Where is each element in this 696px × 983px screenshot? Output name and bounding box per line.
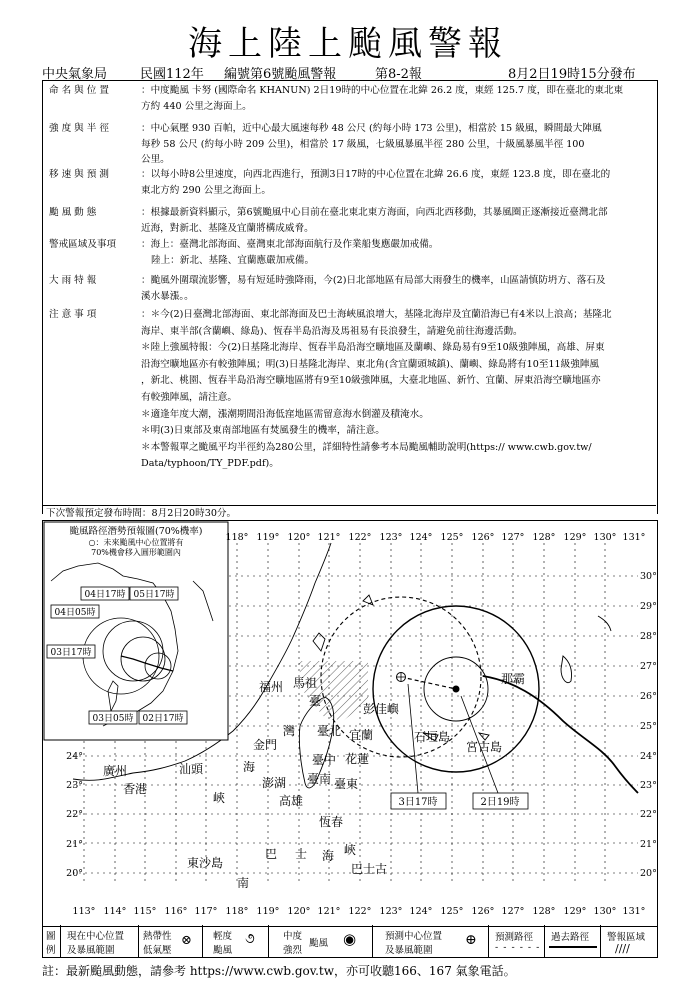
lon-label: 123° [379,532,403,543]
place-label: 臺中 [311,753,337,767]
lon-label: 125° [440,532,464,543]
place-label: 廣州 [102,764,128,778]
legend-title-cell: 圖 例 [43,925,61,957]
lon-label: 128° [532,906,556,917]
lon-label: 127° [501,906,525,917]
lat-label: 28° [640,631,657,642]
warning-area-hatch-icon: //// [615,942,630,955]
past-track [483,676,638,793]
row-label: 強度與半徑 [49,123,112,134]
lat-label: 26° [640,691,657,702]
lon-label: 120° [287,906,311,917]
row-label: 注意事項 [49,309,100,320]
place-label: 峽 [212,791,226,805]
tropical-depression-icon: ⊗ [181,933,192,948]
lat-label: 24° [640,751,657,762]
place-label: 灣 [282,724,296,738]
place-label: 巴士古 [350,862,388,876]
lon-label: 130° [593,532,617,543]
top-lon-labels [226,532,646,543]
place-label: 那霸 [500,672,526,686]
footer-note: 註：最新颱風動態，請參考 https://www.cwb.gov.tw，亦可收聽166、167 氣象電話。 [42,964,516,978]
warning-number: 編號第6號颱風警報 [224,67,337,82]
inset-note-1: ○：未來颱風中心位置將有 [88,538,184,547]
lat-label: 23° [66,780,83,791]
lat-label: 23° [640,780,657,791]
lon-label: 129° [563,532,587,543]
legend-past-track: 過去路徑 [545,925,601,957]
lon-label: 121° [317,906,341,917]
row-label: 警戒區域及事項 [49,239,117,250]
lon-label: 113° [72,906,96,917]
lon-label: 125° [440,906,464,917]
lon-label: 119° [256,906,280,917]
lat-label: 29° [640,601,657,612]
lon-label: 129° [563,906,587,917]
lat-label: 30° [640,571,657,582]
row-value: ：中心氣壓 930 百帕，近中心最大風速每秒 48 公尺 (約每小時 173 公里)，相當於 15 級風，瞬間最大陣風 每秒 58 公尺 (約每小時 209 公里)，相當於 17 級風，七級風暴風半徑 280 公里，十級風暴風半徑 100 公里。 [141,123,602,165]
lon-label: 124° [409,532,433,543]
place-label: 汕頭 [178,762,204,776]
lon-label: 116° [164,906,188,917]
inset-note-2: 70%機會移入圓形範圍內 [91,548,181,557]
lat-label: 20° [640,868,657,879]
lat-label: 27° [640,661,657,672]
legend-mild-typhoon: 輕度 颱風 ૭ [203,925,269,957]
place-label: 臺南 [306,772,332,786]
inset-label: 03日05時 [92,714,134,724]
lat-label: 24° [66,751,83,762]
legend-strong-typhoon: 中度 強烈 颱風 ◉ [269,925,373,957]
lat-label: 22° [640,809,657,820]
lon-label: 122° [348,906,372,917]
forecast-track-line-icon: - - - - - - [495,942,541,953]
lon-label: 131° [622,906,646,917]
row-label: 颱風動態 [49,207,100,218]
lon-label: 121° [317,532,341,543]
past-track-line-icon [549,946,597,948]
place-label: 金門 [252,738,278,752]
place-label: 臺東 [333,777,359,791]
place-label: 澎湖 [261,776,287,790]
inset-label: 04日17時 [84,590,126,600]
place-label: 恆春 [318,815,344,829]
row-value: ：＊今(2)日臺灣北部海面、東北部海面及巴士海峽風浪增大，基隆北海岸及宜蘭沿海已有4米以上浪高；基隆北 海岸、東半部(含蘭嶼、綠島)、恆春半島沿海及馬祖易有長浪發生，請避免前往海邊活動。 ＊陸上強風特報：今(2)日基隆北海岸、恆春半島沿海空曠地區及蘭嶼、綠島易有9至10級強陣風，高雄、屏東 沿海空曠地區亦有較強陣風；明(3)日基隆北海岸、東北角(含宜蘭頭城鎮)、蘭嶼、綠島將有10至11級強陣風 ，新北、桃園、恆春半島沿海空曠地區將有9至10級強陣風，大臺北地區、新竹、宜蘭、屏東沿海空曠地區亦 有較強陣風，請注意。 ＊適逢年度大潮，漲潮期間沿海低窪地區需留意海水倒灌及積淹水。 ＊明(3)日東部及東南部地區有焚風發生的機率，請注意。 ＊本警報單之颱風平均半徑約為280公里，詳細特性請參考本局颱風輔助說明(https:// www.cwb.gov.tw/ Data/typhoon/TY_PDF.pdf)。 [141,309,612,470]
lon-label: 119° [256,532,280,543]
place-label: 高雄 [278,794,304,808]
agency-name: 中央氣象局 [42,67,108,82]
forecast-center-legend-icon: ⊕ [465,932,477,948]
forecast-track [401,677,456,689]
lon-label: 131° [622,532,646,543]
lon-label: 122° [348,532,372,543]
legend-warning-area: 警報區域 //// [607,932,646,955]
place-label: 巴 [264,847,278,861]
inset-label: 04日05時 [54,608,96,618]
forecast-label-3d17h: 3日17時 [398,797,438,808]
place-label: 士 [294,847,308,861]
inset-label: 05日17時 [133,590,175,600]
place-label: 福州 [258,680,284,694]
row-value: ：颱風外圍環流影響，易有短延時強降雨，今(2)日北部地區有局部大雨發生的機率，山區請慎防坍方、落石及 溪水暴漲。。 [141,275,606,302]
place-label: 馬祖 [292,676,318,690]
row-value: ：中度颱風 卡努 (國際命名 KHANUN) 2日19時的中心位置在北緯 26.2 度，東經 125.7 度，即在臺北的東北東 方約 440 公里之海面上。 [141,85,624,112]
row-value: ：根據最新資料顯示，第6號颱風中心目前在臺北東北東方海面，向西北西移動，其暴風圈正逐漸接近臺灣北部 近海，對新北、基隆及宜蘭將構成威脅。 [141,207,608,234]
place-label: 香港 [122,782,148,796]
warning-area-hatch [298,661,368,721]
lon-label: 115° [133,906,157,917]
lon-label: 123° [379,906,403,917]
row-label: 命名與位置 [49,85,112,96]
lat-label: 21° [66,839,83,850]
issue-time: 8月2日19時15分發布 [508,67,636,82]
legend-current-position: 現在中心位置 及暴風範圍 [61,925,139,957]
legend-forecast-position: 預測中心位置 及暴風範圍 ⊕ [373,925,489,957]
lat-label: 22° [66,809,83,820]
lon-label: 120° [287,532,311,543]
inset-label: 02日17時 [142,714,184,724]
lon-label: 114° [103,906,127,917]
strong-typhoon-icon: ◉ [343,930,357,948]
place-label: 石垣島 [413,730,451,744]
next-report-time: 下次警報預定發布時間：8月2日20時30分。 [42,505,656,520]
left-lat-labels [66,751,83,879]
lon-label: 128° [532,532,556,543]
place-label: 宜蘭 [348,728,374,742]
lon-label: 124° [409,906,433,917]
lon-label: 118° [225,532,249,543]
lon-label: 126° [471,532,495,543]
place-label: 海 [242,760,256,774]
lat-label: 21° [640,839,657,850]
report-issue: 第8-2報 [375,67,422,82]
row-label: 移速與預測 [49,169,112,180]
right-lat-labels [640,571,657,879]
forecast-map [42,520,658,927]
inset-label: 03日17時 [50,648,92,658]
row-value: ：以每小時8公里速度，向西北西進行，預測3日17時的中心位置在北緯 26.6 度，東經 123.8 度，即在臺北的 東北方約 290 公里之海面上。 [141,169,611,196]
place-label: 海 [321,849,335,863]
lon-label: 118° [225,906,249,917]
place-label: 宮古島 [465,740,503,754]
legend-forecast-track: 預測路徑 - - - - - - [489,925,545,957]
lon-label: 130° [593,906,617,917]
legend-tropical-depression: 熱帶性 低氣壓 ⊗ [139,925,203,957]
report-year: 民國112年 [140,67,204,82]
warning-details-table [42,80,658,514]
place-label: 臺北 [316,724,342,738]
lat-label: 20° [66,868,83,879]
map-legend [42,925,658,958]
forecast-label-2d19h: 2日19時 [480,797,520,808]
mild-typhoon-icon: ૭ [245,931,255,947]
place-label: 臺 [308,694,322,708]
bottom-lon-labels [73,906,646,917]
place-label: 東沙島 [186,856,224,870]
place-label: 花蓮 [344,752,370,766]
forecast-map-svg [43,521,657,926]
current-center-icon [453,686,460,693]
inset-title: 颱風路徑潛勢預報圖(70%機率) [69,526,203,537]
lat-label: 25° [640,721,657,732]
lon-label: 127° [501,532,525,543]
page-title: 海上陸上颱風警報 [188,24,508,64]
row-label: 大雨特報 [49,275,100,286]
lon-label: 117° [194,906,218,917]
place-label: 峽 [343,843,357,857]
lon-label: 126° [471,906,495,917]
row-value: ：海上：臺灣北部海面、臺灣東北部海面航行及作業船隻應嚴加戒備。 陸上：新北、基隆、宜蘭應嚴加戒備。 [141,239,439,266]
place-label: 南 [236,876,250,890]
place-label: 彭佳嶼 [362,702,400,716]
